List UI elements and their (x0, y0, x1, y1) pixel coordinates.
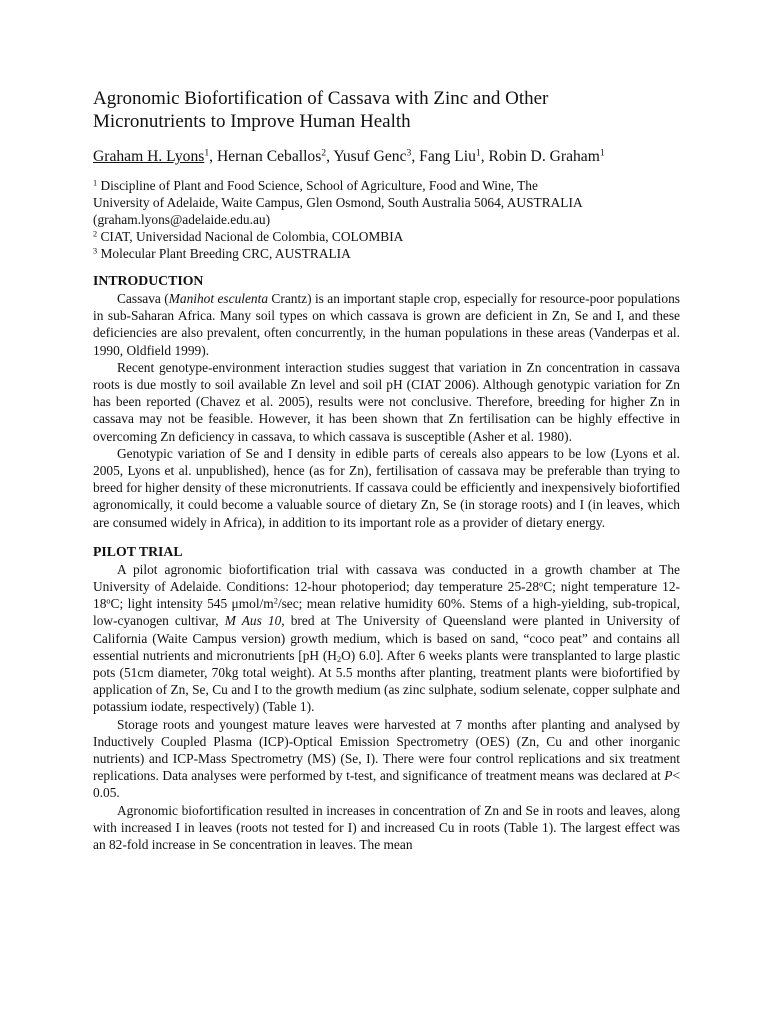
text: < 0.05. (93, 768, 680, 801)
text: /sec; mean relative humidity 60%. Stems of a high-yielding, sub-tropical, low-cyanogen cultivar, (93, 596, 681, 629)
cultivar-name: M Aus 10 (224, 613, 282, 629)
text: C; light intensity 545 μmol/m (110, 596, 274, 612)
title-line-2: Micronutrients to Improve Human Health (93, 110, 411, 132)
text: Storage roots and youngest mature leaves were harvested at 7 months after planting and analysed by Inductively Coupled Plasma (ICP)-Optical Emission Spectrometry (OES) (Zn, Cu and other inorganic nutrients) and ICP-Mass Spectrometry (MS) (Se, I). There were four control replications and six treatment replications. Data analyses were performed by t-test, and significance of treatment means was declared at (93, 716, 680, 784)
affil-marker: 1 (599, 147, 605, 159)
author-5: , Robin D. Graham (480, 148, 600, 165)
author-4: , Fang Liu (411, 148, 476, 165)
affiliation-3 (93, 245, 680, 262)
pilot-paragraph-2 (93, 716, 680, 802)
text: C; night temperature 12-18 (93, 579, 680, 612)
affil-marker: 1 (475, 147, 481, 159)
p-value-symbol: P (664, 768, 673, 784)
paper-title (93, 88, 680, 133)
author-2: , Hernan Ceballos (209, 148, 322, 165)
affil-marker: 3 (406, 147, 412, 159)
affil-text: CIAT, Universidad Nacional de Colombia, COLOMBIA (97, 229, 404, 244)
affil-text: Discipline of Plant and Food Science, School of Agriculture, Food and Wine, The (97, 178, 538, 193)
affil-text-cont: University of Adelaide, Waite Campus, Glen Osmond, South Australia 5064, AUSTRALIA (93, 195, 583, 210)
pilot-paragraph-1 (93, 561, 680, 716)
superscript: 2 (273, 596, 278, 606)
subscript: 2 (336, 654, 342, 664)
affiliations (93, 177, 680, 262)
degree-mark: o (539, 579, 544, 589)
intro-paragraph-2: Recent genotype-environment interaction studies suggest that variation in Zn concentration in cassava roots is due mostly to soil available Zn level and soil pH (CIAT 2006). Although genotypic variation for Zn has been reported (Chavez et al. 2005), results were not conclusive. Therefore, breeding for higher Zn in cassava may not be feasible. However, it has been shown that Zn fertilisation can be highly effective in overcoming Zn deficiency in cassava, to which cassava is susceptible (Asher et al. 1980). (93, 359, 680, 444)
affil-number: 2 (93, 229, 98, 239)
species-name: Manihot esculenta (168, 291, 269, 306)
author-lead: Graham H. Lyons (93, 148, 205, 165)
pilot-paragraph-3: Agronomic biofortification resulted in increases in concentration of Zn and Se in roots and leaves, along with increased I in leaves (roots not tested for I) and increased Cu in roots (Table 1). The largest effect was an 82-fold increase in Se concentration in leaves. The mean (93, 802, 680, 853)
title-line-1: Agronomic Biofortification of Cassava with Zinc and Other (93, 88, 549, 109)
affiliation-1 (93, 177, 680, 228)
author-3: , Yusuf Genc (326, 148, 407, 165)
affil-number: 3 (93, 246, 98, 256)
affil-text: Molecular Plant Breeding CRC, AUSTRALIA (97, 246, 351, 261)
intro-paragraph-3: Genotypic variation of Se and I density in edible parts of cereals also appears to be low (Lyons et al. 2005, Lyons et al. unpublished), hence (as for Zn), fertilisation of cassava may be preferable than trying to breed for higher density of these micronutrients. If cassava could be efficiently and inexpensively biofortified agronomically, it could become a valuable source of dietary Zn, Se (in storage roots) and I (in leaves, which are consumed widely in Africa), in addition to its important role as a provider of dietary energy. (93, 445, 680, 530)
text: A pilot agronomic biofortification trial with cassava was conducted in a growth chamber at The University of Adelaide. Conditions: 12-hour photoperiod; day temperature 25-28 (93, 561, 680, 595)
text: Cassava ( (117, 291, 169, 306)
intro-paragraph-1 (93, 290, 680, 359)
degree-mark: o (106, 596, 111, 606)
affil-number: 1 (93, 178, 98, 188)
text: Crantz) is an important staple crop, especially for resource-poor populations in sub-Saharan Africa. Many soil types on which cassava is grown are deficient in Zn, Se and I, and these deficiencies are also prevalent, often concurrently, in the human populations in these areas (Vanderpas et al. 1990, Oldfield 1999). (93, 291, 680, 358)
affil-marker: 1 (204, 147, 210, 159)
author-list (93, 146, 680, 167)
text: O) 6.0]. After 6 weeks plants were transplanted to large plastic pots (51cm diameter, 70kg total weight). At 5.5 months after planting, treatment plants were biofortified by application of Zn, Se, Cu and I to the growth medium (as zinc sulphate, sodium selenate, copper sulphate and potassium iodate, respectively) (Table 1). (93, 647, 680, 715)
affil-email: (graham.lyons@adelaide.edu.au) (93, 212, 271, 227)
text: , bred at The University of Queensland were planted in University of California (Waite Campus version) growth medium, which is based on sand, “coco peat” and contains all essential nutrients and micronutrients [pH (H (93, 613, 680, 663)
affil-marker: 2 (321, 147, 327, 159)
section-heading-introduction: INTRODUCTION (93, 273, 204, 288)
affiliation-2 (93, 228, 680, 245)
section-heading-pilot-trial: PILOT TRIAL (93, 543, 183, 559)
